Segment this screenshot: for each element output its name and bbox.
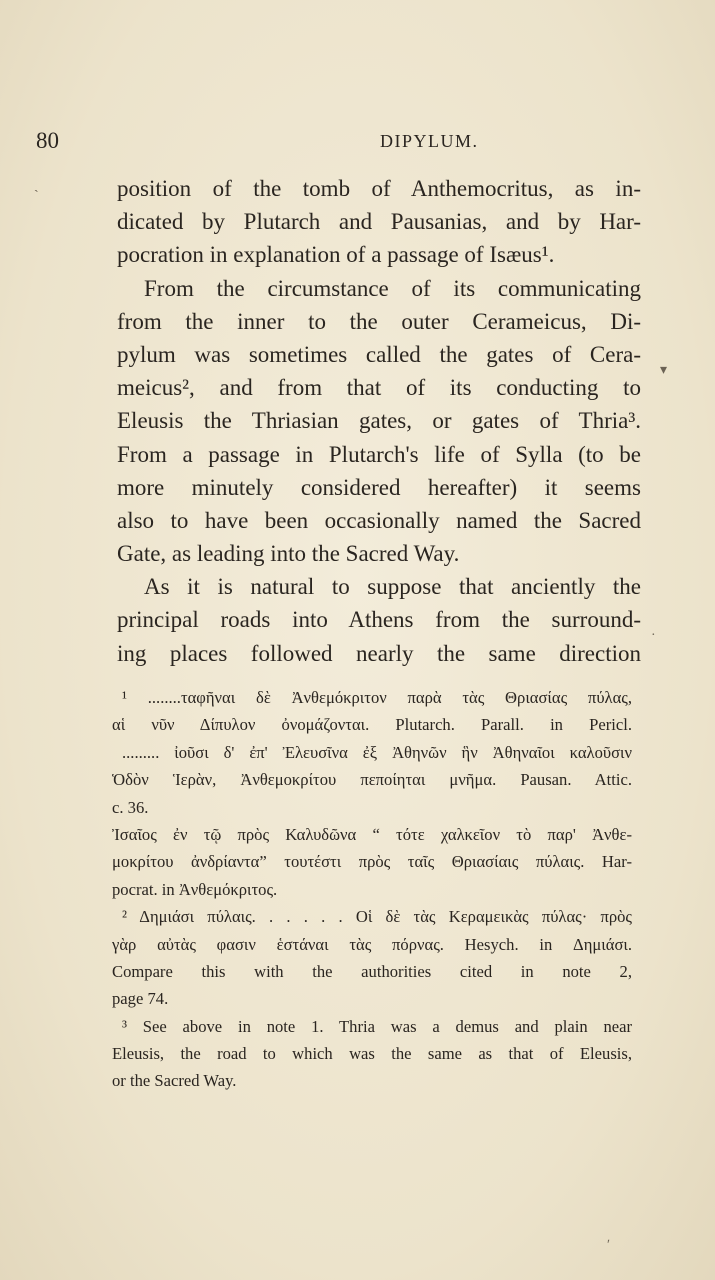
footnote-line: Compare this with the authorities cited in note 2, xyxy=(112,961,632,981)
body-line: ing places followed nearly the same direction xyxy=(117,640,641,666)
footnote-line: ¹ ........ταφῆναι δὲ Ἀνθεμόκριτον παρὰ τὰς Θριασίας πύλας, xyxy=(122,688,632,707)
body-line: position of the tomb of Anthemocritus, as in- xyxy=(117,176,641,201)
ink-speck: · xyxy=(651,628,656,643)
footnote-line: αἱ νῦν Δίπυλον ὀνομάζονται. Plutarch. Parall. in Pericl. xyxy=(112,715,632,735)
footnote-line: ......... ἰοῦσι δ' ἐπ' Ἐλευσῖνα ἐξ Ἀθηνῶν ἣν Ἀθηναῖοι καλοῦσιν xyxy=(122,742,632,762)
running-head: DIPYLUM. xyxy=(380,131,479,151)
page-number: 80 xyxy=(36,128,59,153)
body-line: pylum was sometimes called the gates of Cera- xyxy=(117,341,641,367)
body-line: from the inner to the outer Cerameicus, Di- xyxy=(117,308,641,334)
body-text xyxy=(117,172,641,670)
footnotes xyxy=(112,684,632,1095)
ink-speck: ˏ xyxy=(34,178,39,193)
footnote-line: or the Sacred Way. xyxy=(112,1071,237,1091)
footnote-line: ³ See above in note 1. Thria was a demus and plain near xyxy=(122,1016,632,1036)
footnote-line: Eleusis, the road to which was the same as that of Eleusis, xyxy=(112,1044,632,1064)
body-line: pocration in explanation of a passage of Isæus¹. xyxy=(117,242,555,268)
body-line: As it is natural to suppose that anciently the xyxy=(144,574,641,600)
footnote-line: pocrat. in Ἀνθεμόκριτος. xyxy=(112,879,278,899)
body-line: dicated by Plutarch and Pausanias, and by Har- xyxy=(117,209,641,235)
page-header xyxy=(36,128,685,158)
footnote-line: Ὁδὸν Ἱερὰν, Ἀνθεμοκρίτου πεποίηται μνῆμα. Pausan. Attic. xyxy=(112,770,632,790)
ink-speck: ʹ xyxy=(607,1238,611,1253)
body-line: From a passage in Plutarch's life of Sylla (to be xyxy=(117,441,641,467)
body-line: Gate, as leading into the Sacred Way. xyxy=(117,541,460,567)
body-line: principal roads into Athens from the surround- xyxy=(117,607,641,633)
footnote-line: page 74. xyxy=(112,989,169,1009)
footnote-line: ² Δημιάσι πύλαις. . . . . . Οἱ δὲ τὰς Κεραμεικὰς πύλας· πρὸς xyxy=(122,907,632,927)
body-line: From the circumstance of its communicating xyxy=(144,275,641,301)
body-line: also to have been occasionally named the Sacred xyxy=(117,507,641,533)
ink-speck: ▾ xyxy=(660,363,668,378)
footnote-line: c. 36. xyxy=(112,797,149,817)
footnote-line: μοκρίτου ἀνδρίαντα” τουτέστι πρὸς ταῖς Θριασίαις πύλαις. Har- xyxy=(112,852,632,872)
footnote-line: Ἰσαῖος ἐν τῷ πρὸς Καλυδῶνα “ τότε χαλκεῖον τὸ παρ' Ἀνθε- xyxy=(112,824,632,844)
body-line: meicus², and from that of its conducting to xyxy=(117,375,641,401)
body-line: more minutely considered hereafter) it seems xyxy=(117,474,641,500)
body-line: Eleusis the Thriasian gates, or gates of Thria³. xyxy=(117,408,641,434)
footnote-line: γὰρ αὐτὰς φασιν ἑστάναι τὰς πόρνας. Hesych. in Δημιάσι. xyxy=(112,934,632,954)
